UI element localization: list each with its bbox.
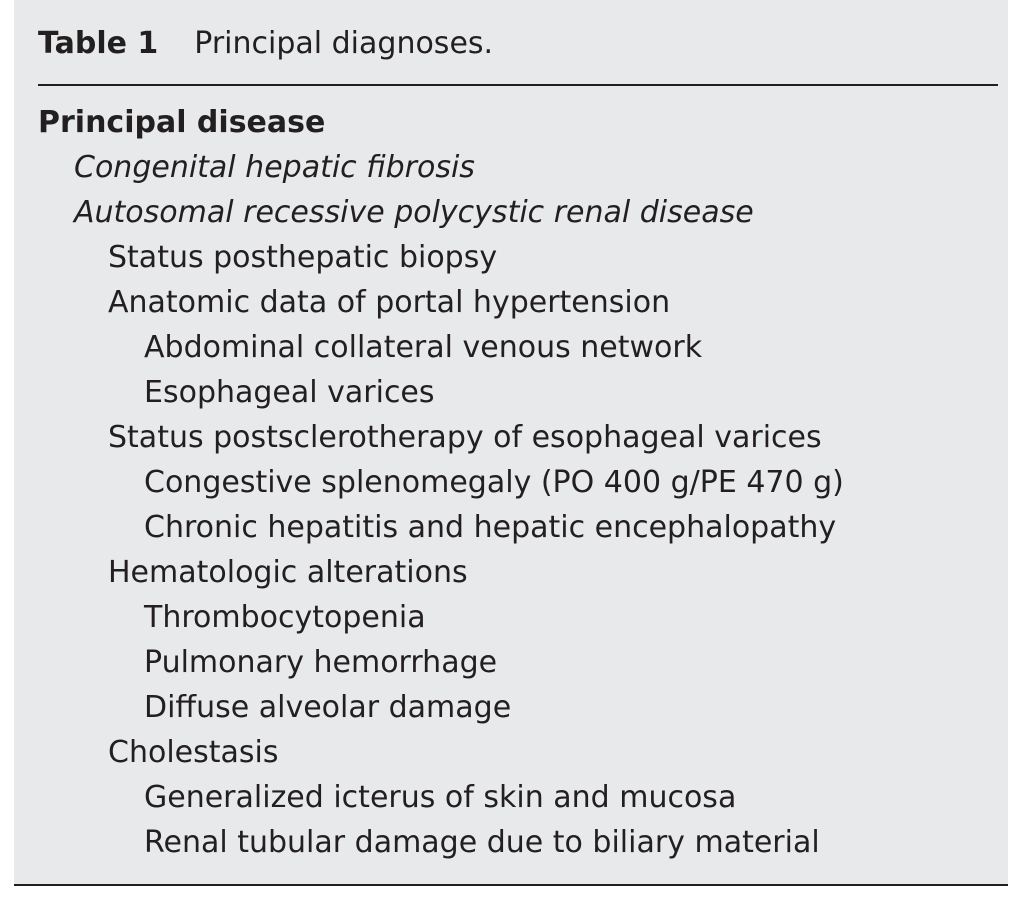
diagnosis-item: Generalized icterus of skin and mucosa bbox=[144, 780, 737, 815]
diagnosis-item: Cholestasis bbox=[108, 735, 279, 770]
diagnosis-item: Congenital hepatic fibrosis bbox=[74, 150, 475, 185]
diagnosis-item: Status postsclerotherapy of esophageal varices bbox=[108, 420, 822, 455]
diagnosis-heading: Principal disease bbox=[38, 105, 326, 140]
diagnosis-item: Abdominal collateral venous network bbox=[144, 330, 703, 365]
diagnosis-item: Congestive splenomegaly (PO 400 g/PE 470 g) bbox=[144, 465, 844, 500]
diagnosis-item: Renal tubular damage due to biliary material bbox=[144, 825, 820, 860]
table-panel bbox=[14, 0, 1008, 884]
table-label: Table 1 bbox=[38, 26, 159, 61]
table-bottom-rule bbox=[14, 884, 1008, 886]
diagnosis-item: Thrombocytopenia bbox=[144, 600, 426, 635]
table-title: Principal diagnoses. bbox=[194, 26, 494, 61]
diagnosis-item: Pulmonary hemorrhage bbox=[144, 645, 498, 680]
diagnosis-tree bbox=[38, 100, 998, 865]
diagnosis-item: Diffuse alveolar damage bbox=[144, 690, 512, 725]
diagnosis-item: Hematologic alterations bbox=[108, 555, 468, 590]
diagnosis-item: Anatomic data of portal hypertension bbox=[108, 285, 671, 320]
table-caption bbox=[38, 24, 493, 64]
diagnosis-item: Chronic hepatitis and hepatic encephalopathy bbox=[144, 510, 837, 545]
diagnosis-item: Esophageal varices bbox=[144, 375, 435, 410]
diagnosis-item: Status posthepatic biopsy bbox=[108, 240, 498, 275]
caption-rule bbox=[38, 84, 998, 86]
diagnosis-item: Autosomal recessive polycystic renal disease bbox=[74, 195, 754, 230]
